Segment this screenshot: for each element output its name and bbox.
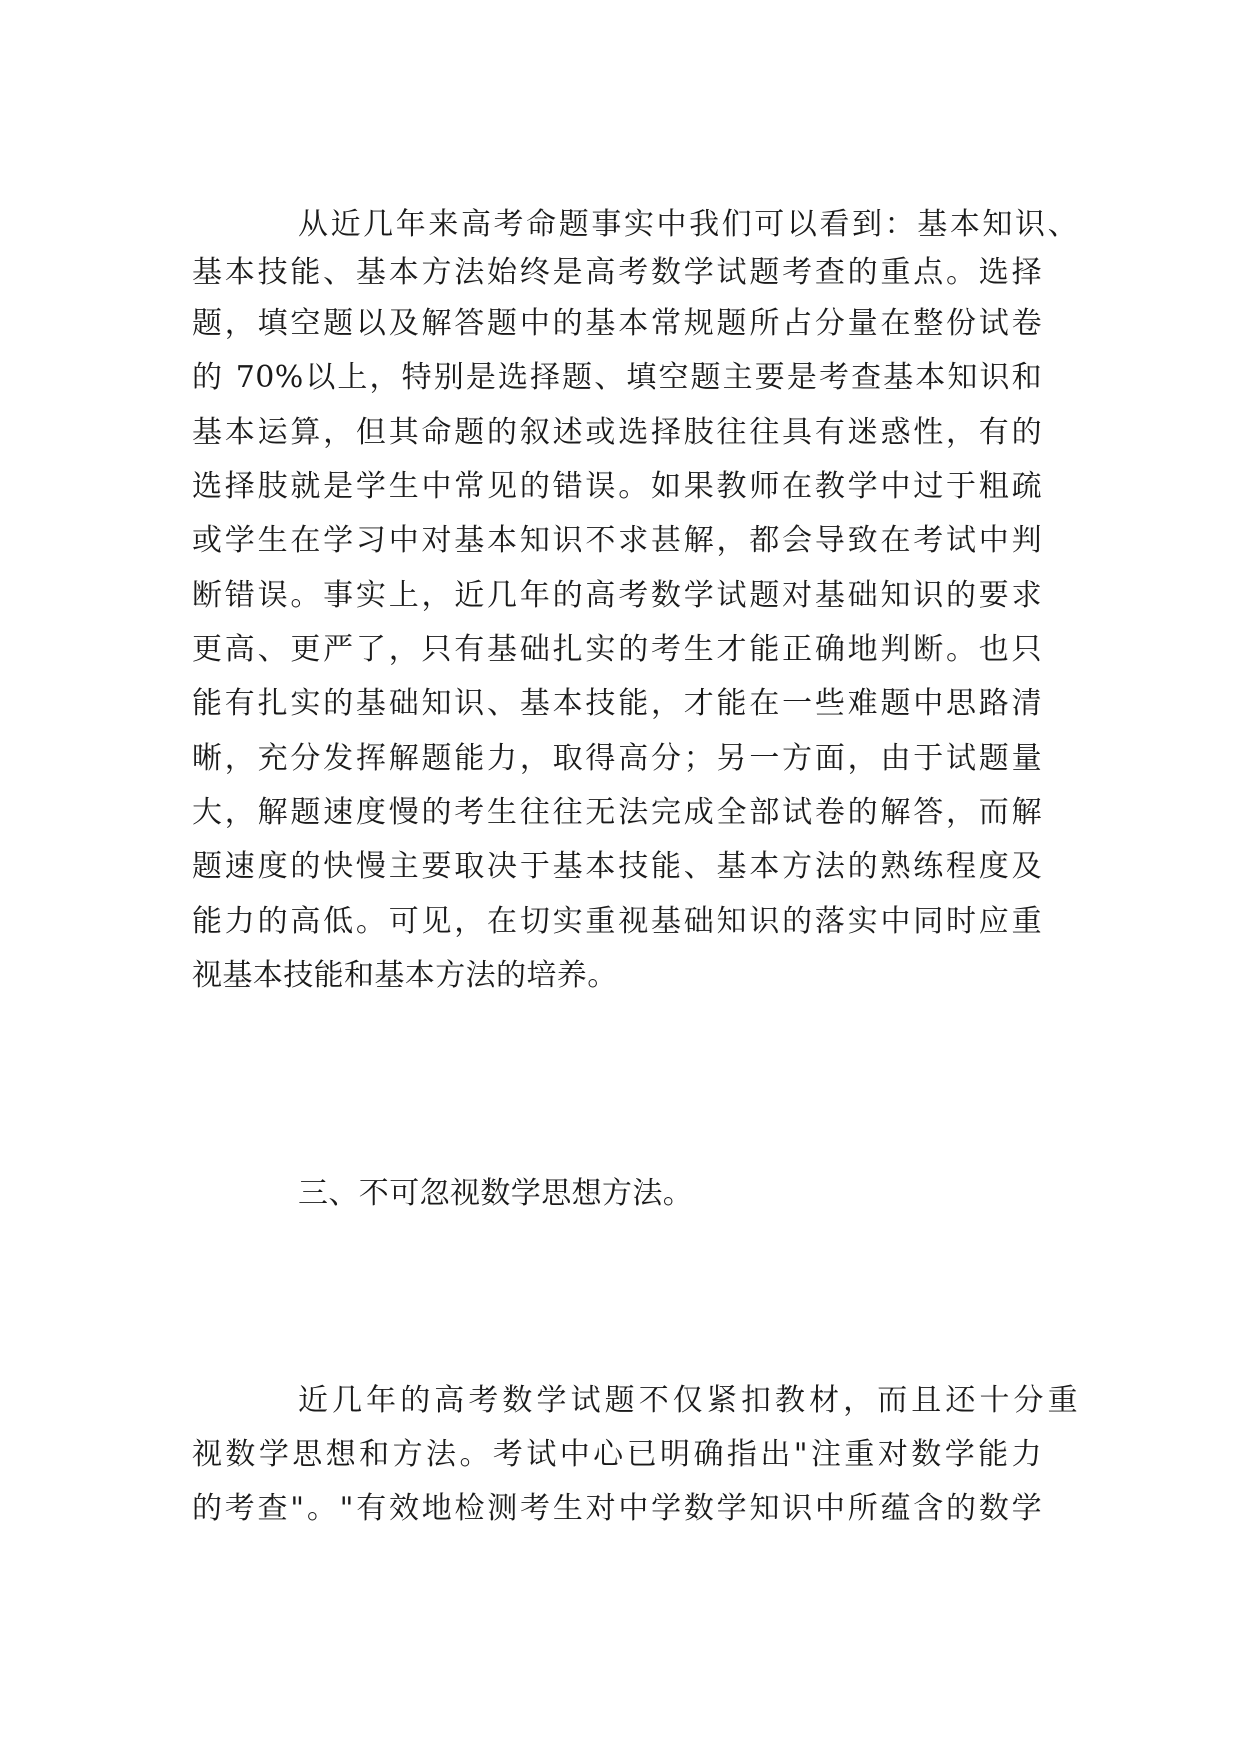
paragraph-1-line-5: 基本运算，但其命题的叙述或选择肢往往具有迷惑性，有的 [192, 415, 1042, 450]
paragraph-1-line-12: 大，解题速度慢的考生往往无法完成全部试卷的解答，而解 [192, 795, 1042, 830]
paragraph-1-line-4: 的 70%以上，特别是选择题、填空题主要是考查基本知识和 [192, 360, 1042, 395]
paragraph-1-line-13: 题速度的快慢主要取决于基本技能、基本方法的熟练程度及 [192, 849, 1042, 884]
paragraph-1-line-14: 能力的高低。可见，在切实重视基础知识的落实中同时应重 [192, 904, 1042, 939]
paragraph-1-line-10: 能有扎实的基础知识、基本技能，才能在一些难题中思路清 [192, 686, 1042, 721]
paragraph-2-line-3: 的考查"。"有效地检测考生对中学数学知识中所蕴含的数学 [192, 1491, 1042, 1526]
paragraph-2-line-2: 视数学思想和方法。考试中心已明确指出"注重对数学能力 [192, 1437, 1042, 1472]
paragraph-1-line-6: 选择肢就是学生中常见的错误。如果教师在教学中过于粗疏 [192, 469, 1042, 504]
paragraph-1-line-7: 或学生在学习中对基本知识不求甚解，都会导致在考试中判 [192, 523, 1042, 558]
paragraph-1-line-2: 基本技能、基本方法始终是高考数学试题考查的重点。选择 [192, 255, 1042, 290]
paragraph-1-line-11: 晰，充分发挥解题能力，取得高分；另一方面，由于试题量 [192, 741, 1042, 776]
paragraph-1-line-9: 更高、更严了，只有基础扎实的考生才能正确地判断。也只 [192, 632, 1042, 667]
paragraph-1-line-3: 题，填空题以及解答题中的基本常规题所占分量在整份试卷 [192, 306, 1042, 341]
paragraph-1-line-15: 视基本技能和基本方法的培养。 [192, 958, 618, 993]
paragraph-1-line-1: 从近几年来高考命题事实中我们可以看到：基本知识、 [298, 207, 1078, 242]
paragraph-1-line-8: 断错误。事实上，近几年的高考数学试题对基础知识的要求 [192, 578, 1042, 613]
section-heading-3: 三、不可忽视数学思想方法。 [298, 1176, 694, 1211]
paragraph-2-line-1: 近几年的高考数学试题不仅紧扣教材，而且还十分重 [298, 1383, 1078, 1418]
